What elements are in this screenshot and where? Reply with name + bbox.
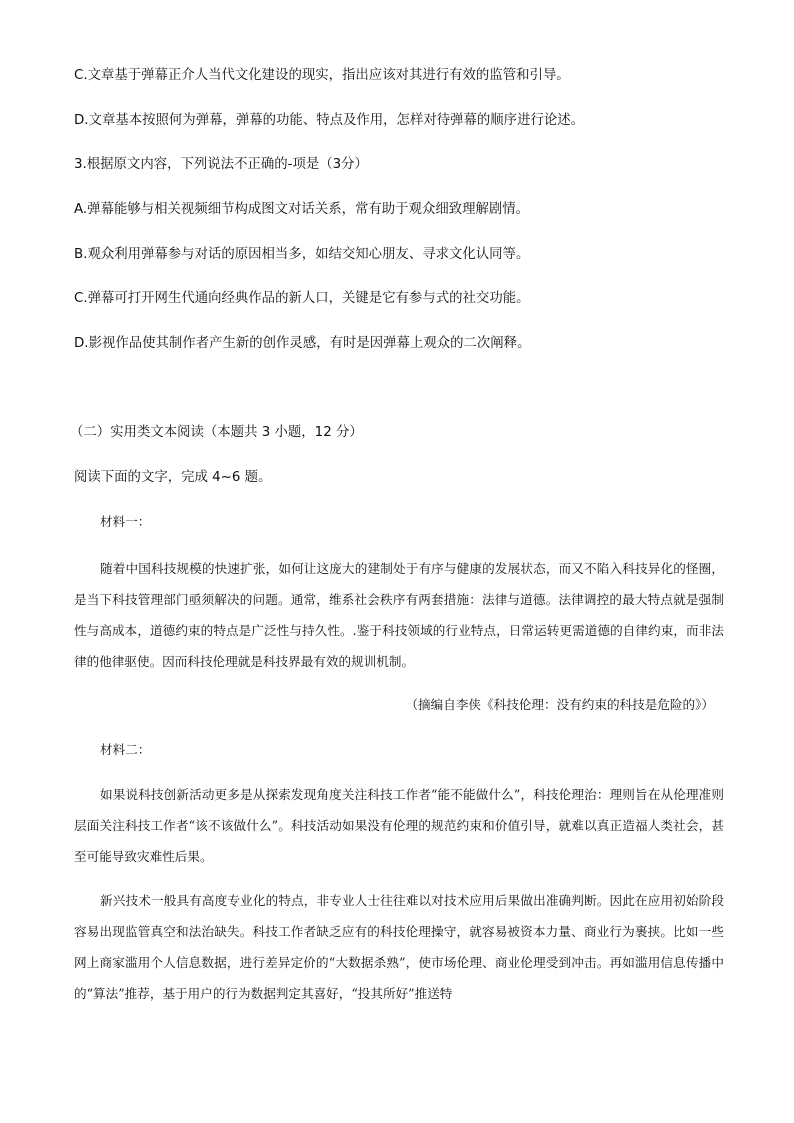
q2-option-d: D.文章基本按照何为弹幕，弹幕的功能、特点及作用，怎样对待弹幕的顺序进行论述。 xyxy=(74,113,585,128)
material1-label: 材料一： xyxy=(100,514,151,529)
q3-option-b: B.观众利用弹幕参与对话的原因相当多，如结交知心朋友、寻求文化认同等。 xyxy=(74,247,530,262)
q2-option-c: C.文章基于弹幕正介人当代文化建设的现实，指出应该对其进行有效的监管和引导。 xyxy=(74,68,570,83)
section-heading: （二）实用类文本阅读（本题共 3 小题，12 分） xyxy=(70,425,363,440)
material2-label: 材料二： xyxy=(100,742,151,757)
q3-option-a: A.弹幕能够与相关视频细节构成图文对话关系，常有助于观众细致理解剧情。 xyxy=(74,202,530,217)
material2-paragraph-2: 新兴技术一般具有高度专业化的特点，非专业人士往往难以对技术应用后果做出准确判断。因此在应用初始阶段容易出现监管真空和法治缺失。科技工作者缺乏应有的科技伦理操守，就容易被资本力量、商业行为裹挟。比如一些网上商家滥用个人信息数据，进行差异定价的“大数据杀熟”，使市场伦理、商业伦理受到冲击。再如滥用信息传播中的“算法”推荐，基于用户的行为数据判定其喜好，“投其所好”推送特 xyxy=(74,893,724,1001)
material1-source: （摘编自李侠《科技伦理：没有约束的科技是危险的》） xyxy=(405,697,714,712)
material1-text: 随着中国科技规模的快速扩张，如何让这庞大的建制处于有序与健康的发展状态，而又不陷入科技异化的怪圈，是当下科技管理部门亟须解决的问题。通常，维系社会秩序有两套措施：法律与道德。法律调控的最大特点就是强制性与高成本，道德约束的特点是广泛性与持久性。.鉴于科技领域的行业特点，日常运转更需道德的自律约束，而非法律的他律驱使。因而科技伦理就是科技界最有效的规训机制。 xyxy=(74,561,724,669)
section-instruction: 阅读下面的文字，完成 4~6 题。 xyxy=(74,470,272,485)
material2-paragraph-1: 如果说科技创新活动更多是从探索发现角度关注科技工作者“能不能做什么”，科技伦理治：理则旨在从伦理准则层面关注科技工作者“该不该做什么”。科技活动如果没有伦理的规范约束和价值引导，就难以真正造福人类社会，甚至可能导致灾难性后果。 xyxy=(74,787,724,864)
q3-option-d: D.影视作品使其制作者产生新的创作灵感，有时是因弹幕上观众的二次阐释。 xyxy=(74,336,531,351)
q3-stem: 3.根据原文内容，下列说法不正确的-项是（3分） xyxy=(74,157,368,172)
q3-option-c: C.弹幕可打开网生代通向经典作品的新人口，关键是它有参与式的社交功能。 xyxy=(74,291,530,306)
